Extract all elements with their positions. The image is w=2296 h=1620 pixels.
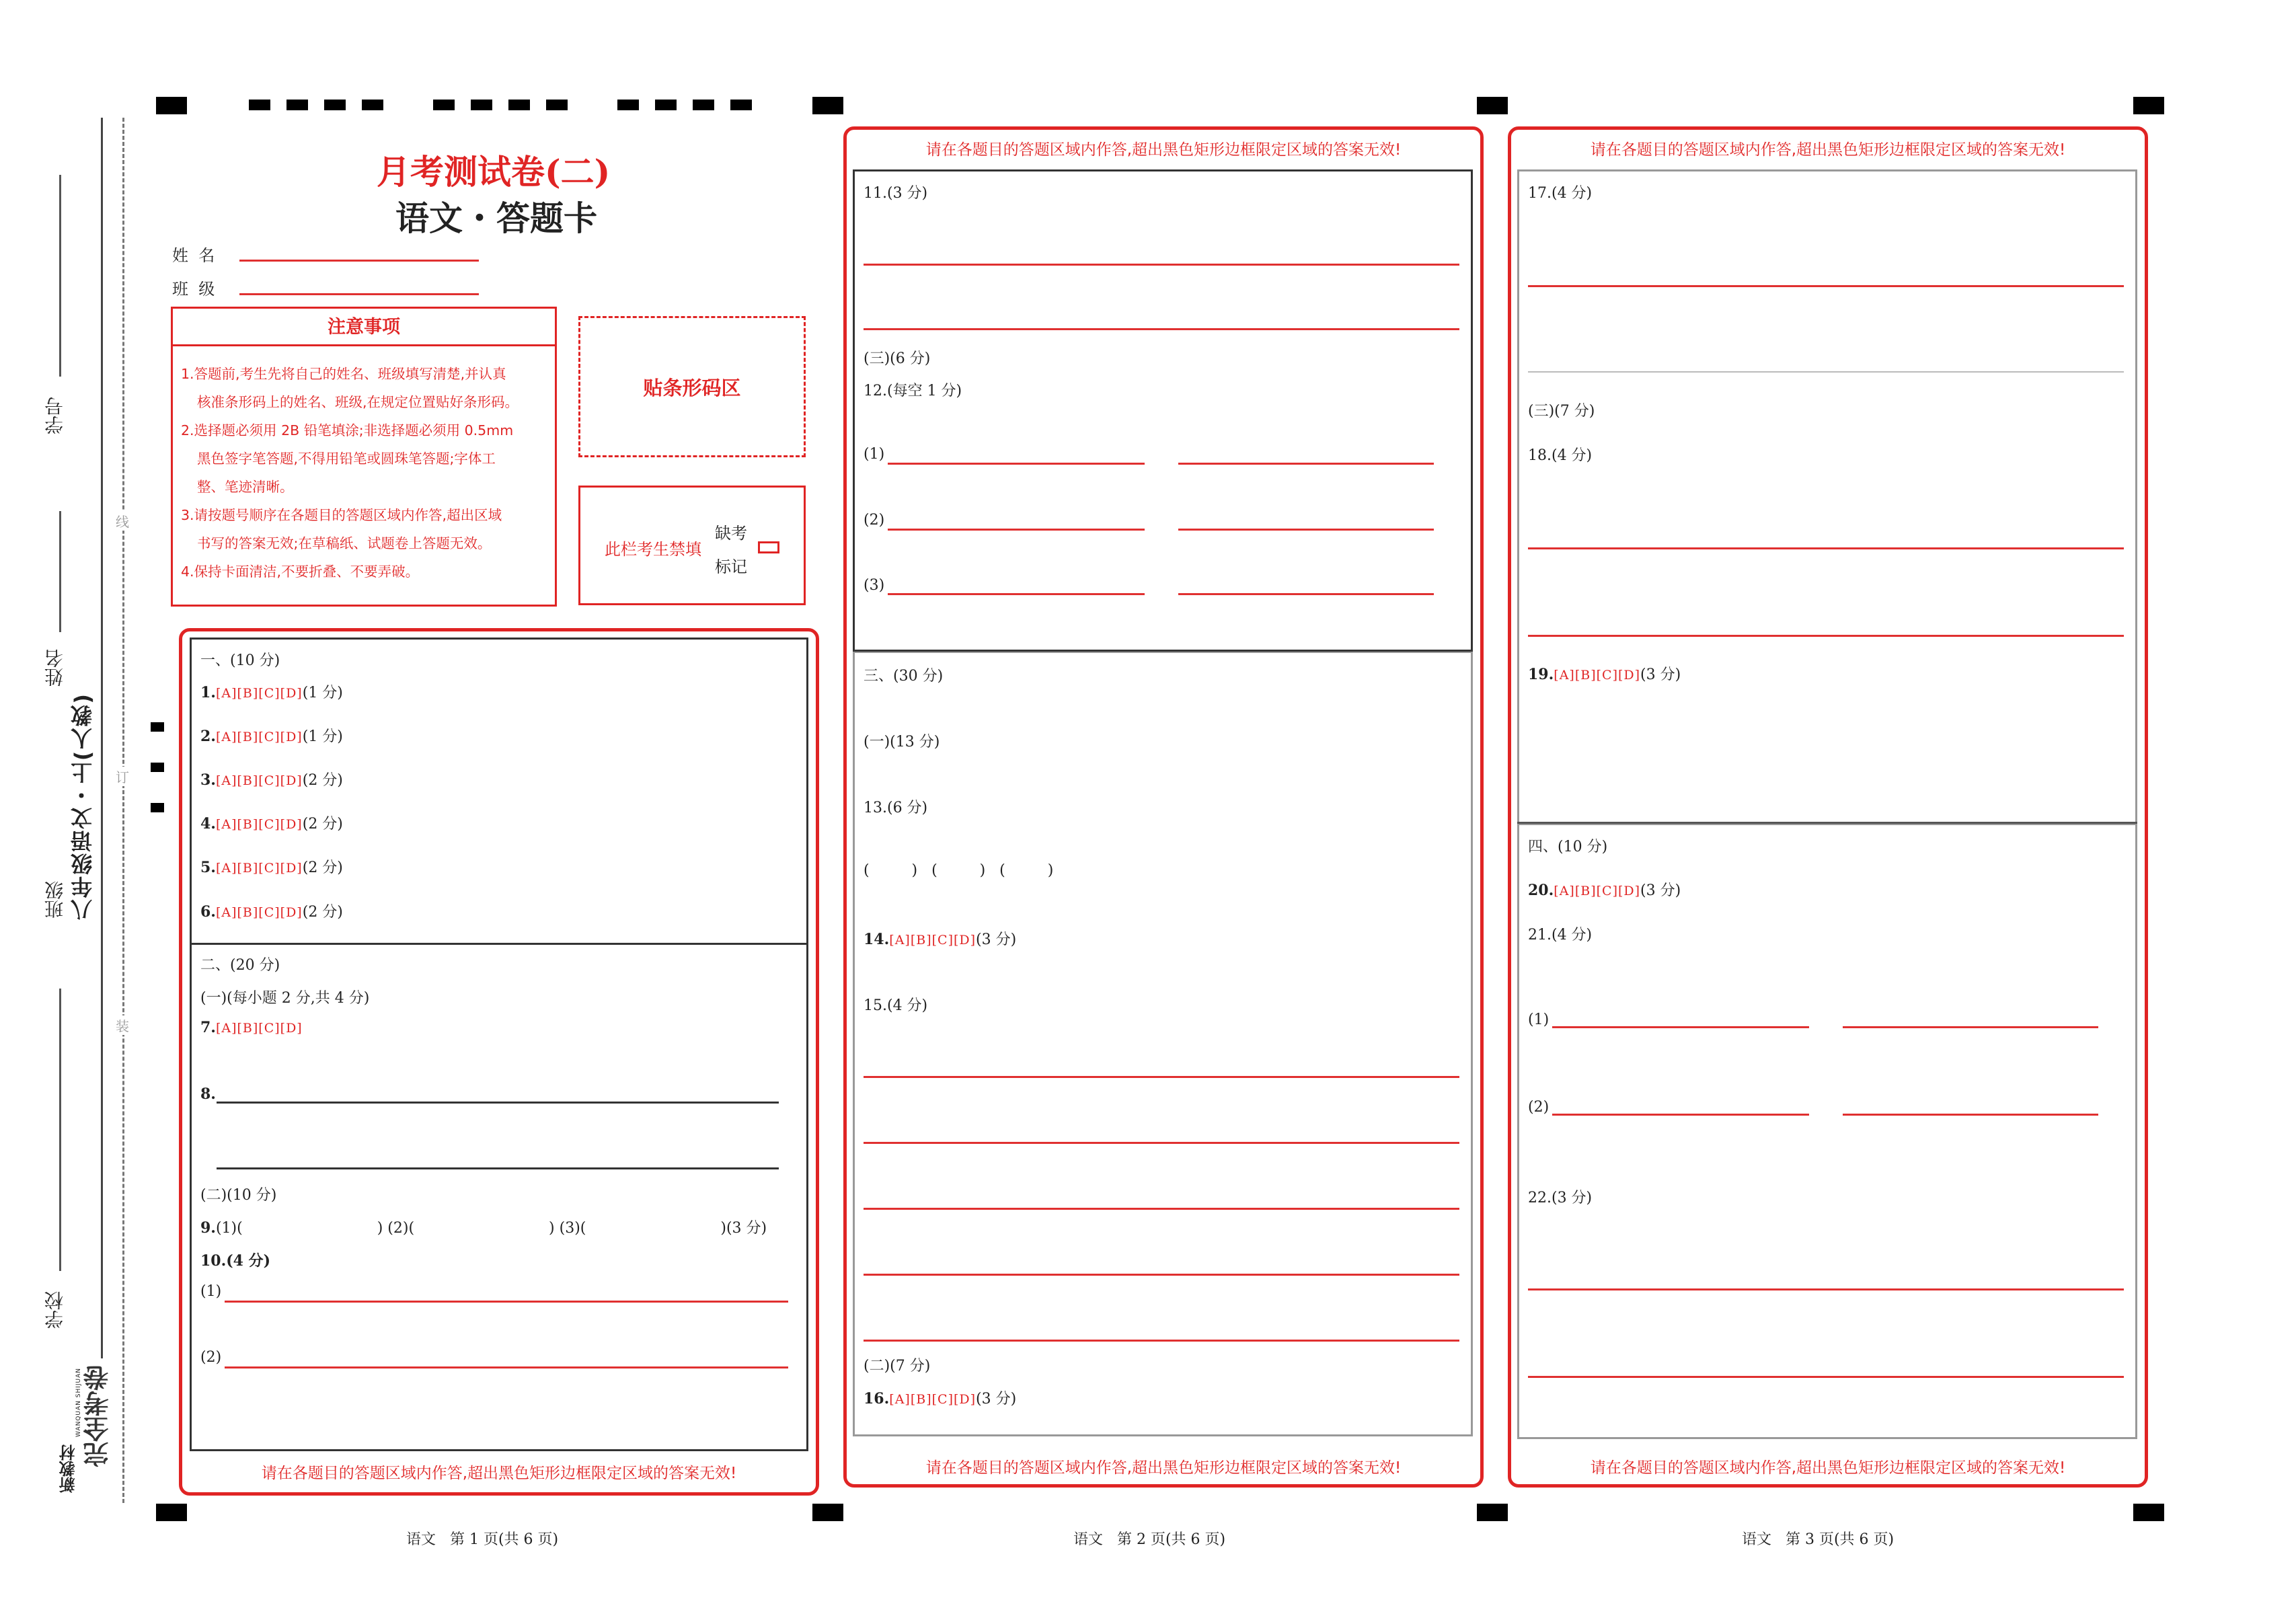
timing-mark bbox=[546, 100, 568, 110]
answer-line[interactable] bbox=[1178, 529, 1434, 531]
exam-title: 月考测试卷(二) bbox=[377, 152, 611, 192]
corner-mark-br bbox=[2133, 1504, 2164, 1521]
question-15: 15.(4 分) bbox=[864, 997, 928, 1014]
question-7[interactable]: 7.[A][B][C][D] bbox=[200, 1019, 303, 1036]
bracket-blanks[interactable]: ( ) ( ) ( ) bbox=[864, 862, 1054, 879]
part-label: (2) bbox=[1528, 1099, 1549, 1116]
corner-mark-tr bbox=[2133, 97, 2164, 114]
answer-line[interactable] bbox=[1528, 285, 2124, 287]
side-timing-mark bbox=[151, 722, 164, 732]
answer-line[interactable] bbox=[225, 1301, 788, 1303]
answer-line[interactable] bbox=[864, 328, 1459, 330]
timing-mark bbox=[362, 100, 383, 110]
question-20[interactable]: 20.[A][B][C][D](3 分) bbox=[1528, 882, 1681, 899]
answer-line[interactable] bbox=[888, 463, 1145, 465]
answer-line[interactable] bbox=[888, 593, 1145, 595]
answer-box-2a bbox=[853, 169, 1473, 652]
answer-line[interactable] bbox=[1528, 1376, 2124, 1378]
question-10: 10.(4 分) bbox=[200, 1252, 271, 1270]
answer-line[interactable] bbox=[1178, 593, 1434, 595]
question-17: 17.(4 分) bbox=[1528, 185, 1593, 202]
notice-box bbox=[171, 307, 557, 607]
corner-mark bbox=[812, 97, 843, 114]
question-21: 21.(4 分) bbox=[1528, 927, 1593, 943]
cut-mark: 订 bbox=[116, 767, 129, 786]
subsection-heading: (一)(13 分) bbox=[864, 734, 940, 750]
timing-mark bbox=[286, 100, 308, 110]
subsection-heading: (二)(7 分) bbox=[864, 1358, 931, 1375]
absent-box bbox=[578, 486, 806, 605]
part-label: (3) bbox=[864, 577, 885, 594]
corner-mark-tl bbox=[156, 97, 187, 114]
name-input-line[interactable] bbox=[239, 260, 479, 262]
notice-item: 2.选择题必须用 2B 铅笔填涂;非选择题必须用 0.5mm bbox=[181, 422, 514, 438]
question-9[interactable]: 9.(1)( ) (2)( ) (3)( )(3 分) bbox=[200, 1219, 767, 1237]
subsection-heading: (一)(每小题 2 分,共 4 分) bbox=[200, 990, 370, 1007]
student-name-line bbox=[59, 511, 61, 632]
section-divider bbox=[853, 650, 1473, 652]
notice-item: 核准条形码上的姓名、班级,在规定位置贴好条形码。 bbox=[197, 394, 519, 410]
question-1[interactable]: 1.[A][B][C][D](1 分) bbox=[200, 684, 343, 701]
timing-mark bbox=[433, 100, 455, 110]
school-label: 学校 bbox=[44, 1291, 66, 1329]
part-label: (2) bbox=[200, 1349, 222, 1366]
timing-mark bbox=[693, 100, 714, 110]
timing-mark bbox=[617, 100, 639, 110]
binding-dashed-line bbox=[122, 118, 124, 1503]
page-footer: 语文 第 3 页(共 6 页) bbox=[1742, 1531, 1895, 1548]
section-3-heading: 三、(30 分) bbox=[864, 668, 944, 685]
side-timing-mark bbox=[151, 803, 164, 812]
notice-title: 注意事项 bbox=[173, 309, 555, 346]
answer-box-2b bbox=[853, 651, 1473, 1436]
notice-item: 整、笔迹清晰。 bbox=[197, 479, 294, 495]
answer-line[interactable] bbox=[1528, 1288, 2124, 1290]
timing-mark bbox=[324, 100, 346, 110]
subsection-heading: (三)(7 分) bbox=[1528, 403, 1595, 420]
absent-label: 此栏考生禁填 bbox=[605, 540, 701, 559]
answer-line[interactable] bbox=[1528, 635, 2124, 637]
notice-item: 4.保持卡面清洁,不要折叠、不要弄破。 bbox=[181, 564, 420, 580]
student-id-label: 学号 bbox=[44, 397, 66, 434]
section-divider bbox=[190, 943, 808, 945]
grade-subject-label: 八年级语文・上(人教) bbox=[70, 693, 95, 921]
answer-line[interactable] bbox=[1552, 1114, 1809, 1116]
answer-line[interactable] bbox=[1843, 1114, 2098, 1116]
answer-line[interactable] bbox=[1528, 547, 2124, 549]
question-16[interactable]: 16.[A][B][C][D](3 分) bbox=[864, 1390, 1017, 1407]
question-8: 8. bbox=[200, 1085, 216, 1103]
answer-line[interactable] bbox=[1552, 1026, 1809, 1028]
timing-mark bbox=[471, 100, 492, 110]
warning-text: 请在各题目的答题区域内作答,超出黑色矩形边框限定区域的答案无效! bbox=[1590, 141, 2066, 159]
timing-mark bbox=[730, 100, 752, 110]
question-18: 18.(4 分) bbox=[1528, 447, 1593, 464]
answer-line[interactable] bbox=[1528, 371, 2124, 373]
question-19[interactable]: 19.[A][B][C][D](3 分) bbox=[1528, 666, 1681, 683]
timing-mark bbox=[249, 100, 270, 110]
notice-item: 书写的答案无效;在草稿纸、试题卷上答题无效。 bbox=[197, 535, 492, 551]
answer-line[interactable] bbox=[864, 1142, 1459, 1144]
timing-mark bbox=[508, 100, 530, 110]
corner-mark bbox=[812, 1504, 843, 1521]
exam-subtitle: 语文・答题卡 bbox=[395, 198, 597, 238]
corner-mark-bl bbox=[156, 1504, 187, 1521]
cut-mark: 线 bbox=[116, 511, 129, 531]
notice-item: 3.请按题号顺序在各题目的答题区域内作答,超出区域 bbox=[181, 507, 502, 523]
absent-mark-label: 标记 bbox=[715, 557, 747, 576]
answer-box-3b bbox=[1517, 823, 2137, 1439]
section-1-heading: 一、(10 分) bbox=[200, 652, 280, 669]
answer-line[interactable] bbox=[217, 1167, 779, 1169]
answer-line[interactable] bbox=[864, 1274, 1459, 1276]
warning-text: 请在各题目的答题区域内作答,超出黑色矩形边框限定区域的答案无效! bbox=[1590, 1459, 2066, 1477]
warning-text: 请在各题目的答题区域内作答,超出黑色矩形边框限定区域的答案无效! bbox=[261, 1465, 737, 1482]
corner-mark bbox=[1477, 97, 1508, 114]
part-label: (1) bbox=[864, 446, 885, 463]
student-name-label: 姓名 bbox=[44, 649, 66, 687]
question-4[interactable]: 4.[A][B][C][D](2 分) bbox=[200, 815, 343, 833]
side-timing-mark bbox=[151, 763, 164, 772]
answer-line[interactable] bbox=[864, 1208, 1459, 1210]
part-label: (2) bbox=[864, 512, 885, 529]
answer-line[interactable] bbox=[864, 1076, 1459, 1078]
corner-mark bbox=[1477, 1504, 1508, 1521]
question-2[interactable]: 2.[A][B][C][D](1 分) bbox=[200, 728, 343, 745]
page-footer: 语文 第 1 页(共 6 页) bbox=[406, 1531, 559, 1548]
section-divider bbox=[1517, 822, 2137, 824]
brand-small: 新教材 bbox=[59, 1444, 78, 1493]
absent-mark-label: 缺考 bbox=[715, 524, 747, 543]
timing-mark bbox=[655, 100, 677, 110]
cut-mark: 装 bbox=[116, 1015, 129, 1035]
question-11: 11.(3 分) bbox=[864, 185, 928, 202]
page-footer: 语文 第 2 页(共 6 页) bbox=[1073, 1531, 1226, 1548]
section-4-heading: 四、(10 分) bbox=[1528, 839, 1608, 855]
name-label: 姓 名 bbox=[172, 246, 215, 265]
answer-box-3a bbox=[1517, 169, 2137, 824]
answer-line[interactable] bbox=[1178, 463, 1434, 465]
binding-solid-line bbox=[101, 118, 103, 1358]
class-label-header: 班 级 bbox=[172, 280, 215, 299]
answer-line[interactable] bbox=[217, 1102, 779, 1104]
student-id-line bbox=[59, 175, 61, 377]
brand-logo: 完全考卷 bbox=[83, 1365, 113, 1467]
brand-pinyin: WANQUAN SHIJUAN bbox=[75, 1368, 82, 1437]
notice-item: 1.答题前,考生先将自己的姓名、班级填写清楚,并认真 bbox=[181, 366, 506, 382]
warning-text: 请在各题目的答题区域内作答,超出黑色矩形边框限定区域的答案无效! bbox=[925, 141, 1402, 159]
question-13: 13.(6 分) bbox=[864, 800, 928, 816]
barcode-area bbox=[578, 316, 806, 457]
question-6[interactable]: 6.[A][B][C][D](2 分) bbox=[200, 903, 343, 921]
class-input-line[interactable] bbox=[239, 293, 479, 295]
answer-line[interactable] bbox=[1843, 1026, 2098, 1028]
subsection-heading: (三)(6 分) bbox=[864, 350, 931, 367]
barcode-label: 贴条形码区 bbox=[643, 376, 741, 399]
class-line bbox=[59, 989, 61, 1271]
part-label: (1) bbox=[1528, 1011, 1549, 1028]
question-3[interactable]: 3.[A][B][C][D](2 分) bbox=[200, 771, 343, 789]
class-label: 班级 bbox=[44, 881, 66, 919]
notice-item: 黑色签字笔答题,不得用铅笔或圆珠笔答题;字体工 bbox=[197, 451, 496, 467]
part-label: (1) bbox=[200, 1283, 222, 1300]
answer-line[interactable] bbox=[225, 1366, 788, 1368]
warning-text: 请在各题目的答题区域内作答,超出黑色矩形边框限定区域的答案无效! bbox=[925, 1459, 1402, 1477]
question-12: 12.(每空 1 分) bbox=[864, 383, 962, 399]
answer-line[interactable] bbox=[864, 1340, 1459, 1342]
question-22: 22.(3 分) bbox=[1528, 1190, 1593, 1206]
absent-checkbox[interactable] bbox=[758, 541, 779, 553]
answer-line[interactable] bbox=[888, 529, 1145, 531]
subsection-heading: (二)(10 分) bbox=[200, 1187, 277, 1204]
question-5[interactable]: 5.[A][B][C][D](2 分) bbox=[200, 859, 343, 876]
answer-line[interactable] bbox=[864, 264, 1459, 266]
answer-box-1 bbox=[190, 638, 808, 1451]
section-2-heading: 二、(20 分) bbox=[200, 957, 280, 974]
question-14[interactable]: 14.[A][B][C][D](3 分) bbox=[864, 931, 1017, 948]
